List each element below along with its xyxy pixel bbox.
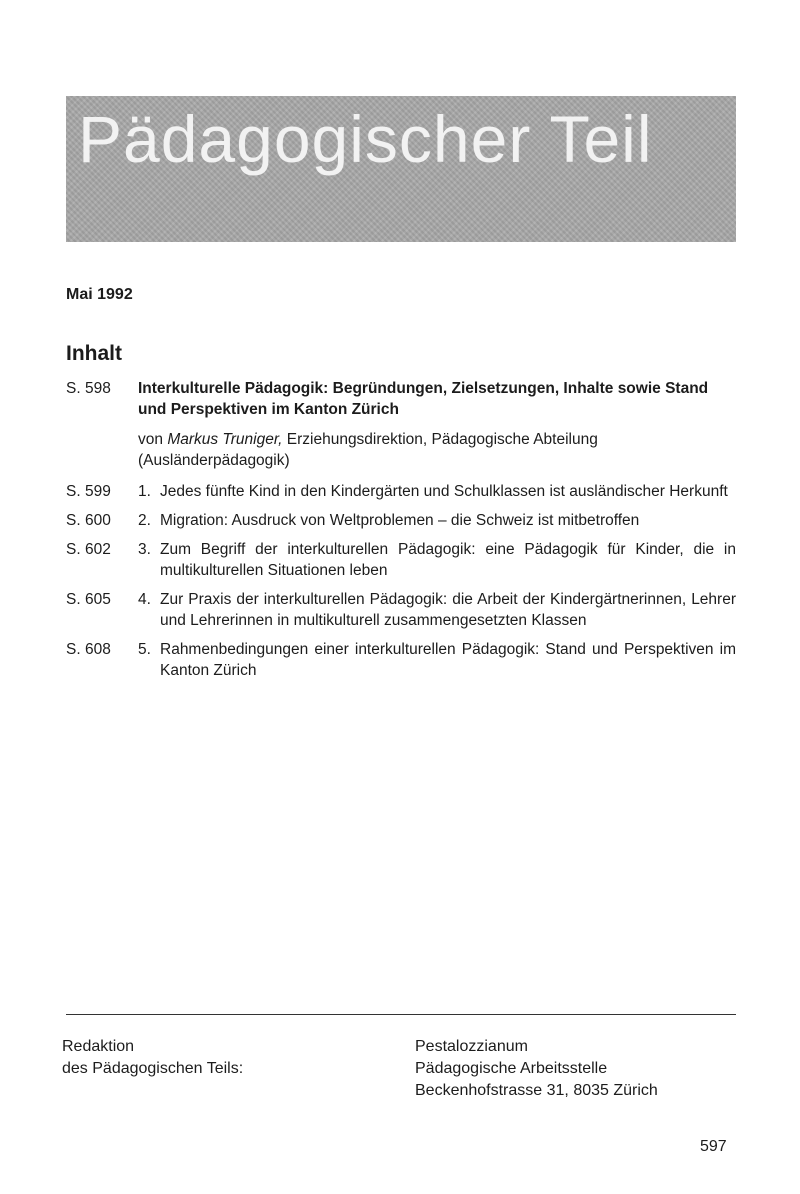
toc-item-3 (66, 539, 736, 581)
toc-item-text: Zum Begriff der interkulturellen Pädagogik: eine Pädagogik für Kinder, die in multikulturellen Situationen leben (160, 541, 736, 579)
toc-page-ref: S. 602 (66, 541, 111, 558)
toc-item-4 (66, 589, 736, 631)
page-number: 597 (700, 1138, 727, 1155)
toc-author-line (138, 429, 736, 471)
toc-item-2 (66, 510, 736, 531)
footer-divider (66, 1014, 736, 1015)
header-banner (66, 96, 736, 242)
toc-item-number: 3. (138, 541, 151, 558)
address-line: Beckenhofstrasse 31, 8035 Zürich (415, 1082, 658, 1099)
editorial-address (415, 1036, 658, 1102)
author-affiliation: Erziehungsdirektion, Pädagogische Abteilung (Ausländerpädagogik) (138, 431, 598, 469)
toc-page-ref: S. 599 (66, 483, 111, 500)
table-of-contents (66, 378, 736, 689)
toc-item-number: 5. (138, 641, 151, 658)
toc-main-entry (66, 378, 736, 471)
toc-page-ref: S. 605 (66, 591, 111, 608)
toc-item-5 (66, 639, 736, 681)
toc-page-ref: S. 600 (66, 512, 111, 529)
editorial-label (62, 1036, 243, 1080)
toc-item-1 (66, 481, 736, 502)
address-line: Pädagogische Arbeitsstelle (415, 1060, 608, 1077)
toc-page-ref: S. 598 (66, 380, 111, 397)
toc-item-text: Zur Praxis der interkulturellen Pädagogik: die Arbeit der Kindergärtnerinnen, Lehrer und Lehrerinnen in multikulturell zusammengesetzten Klassen (160, 591, 736, 629)
author-prefix: von (138, 431, 163, 448)
toc-page-ref: S. 608 (66, 641, 111, 658)
issue-date: Mai 1992 (66, 286, 133, 303)
author-name: Markus Truniger, (167, 431, 283, 448)
page-title: Pädagogischer Teil (78, 102, 653, 176)
toc-item-text: Migration: Ausdruck von Weltproblemen – die Schweiz ist mitbetroffen (160, 512, 640, 529)
editorial-label-line: des Pädagogischen Teils: (62, 1060, 244, 1077)
toc-item-text: Rahmenbedingungen einer interkulturellen Pädagogik: Stand und Perspektiven im Kanton Zürich (160, 641, 736, 679)
toc-item-number: 1. (138, 483, 151, 500)
toc-item-number: 4. (138, 591, 151, 608)
address-line: Pestalozzianum (415, 1038, 528, 1055)
editorial-label-line: Redaktion (62, 1038, 135, 1055)
contents-heading: Inhalt (66, 342, 122, 365)
toc-item-number: 2. (138, 512, 151, 529)
toc-item-text: Jedes fünfte Kind in den Kindergärten und Schulklassen ist ausländischer Herkunft (160, 483, 728, 500)
toc-main-title: Interkulturelle Pädagogik: Begründungen, Zielsetzungen, Inhalte sowie Stand und Perspektiven im Kanton Zürich (138, 380, 709, 418)
